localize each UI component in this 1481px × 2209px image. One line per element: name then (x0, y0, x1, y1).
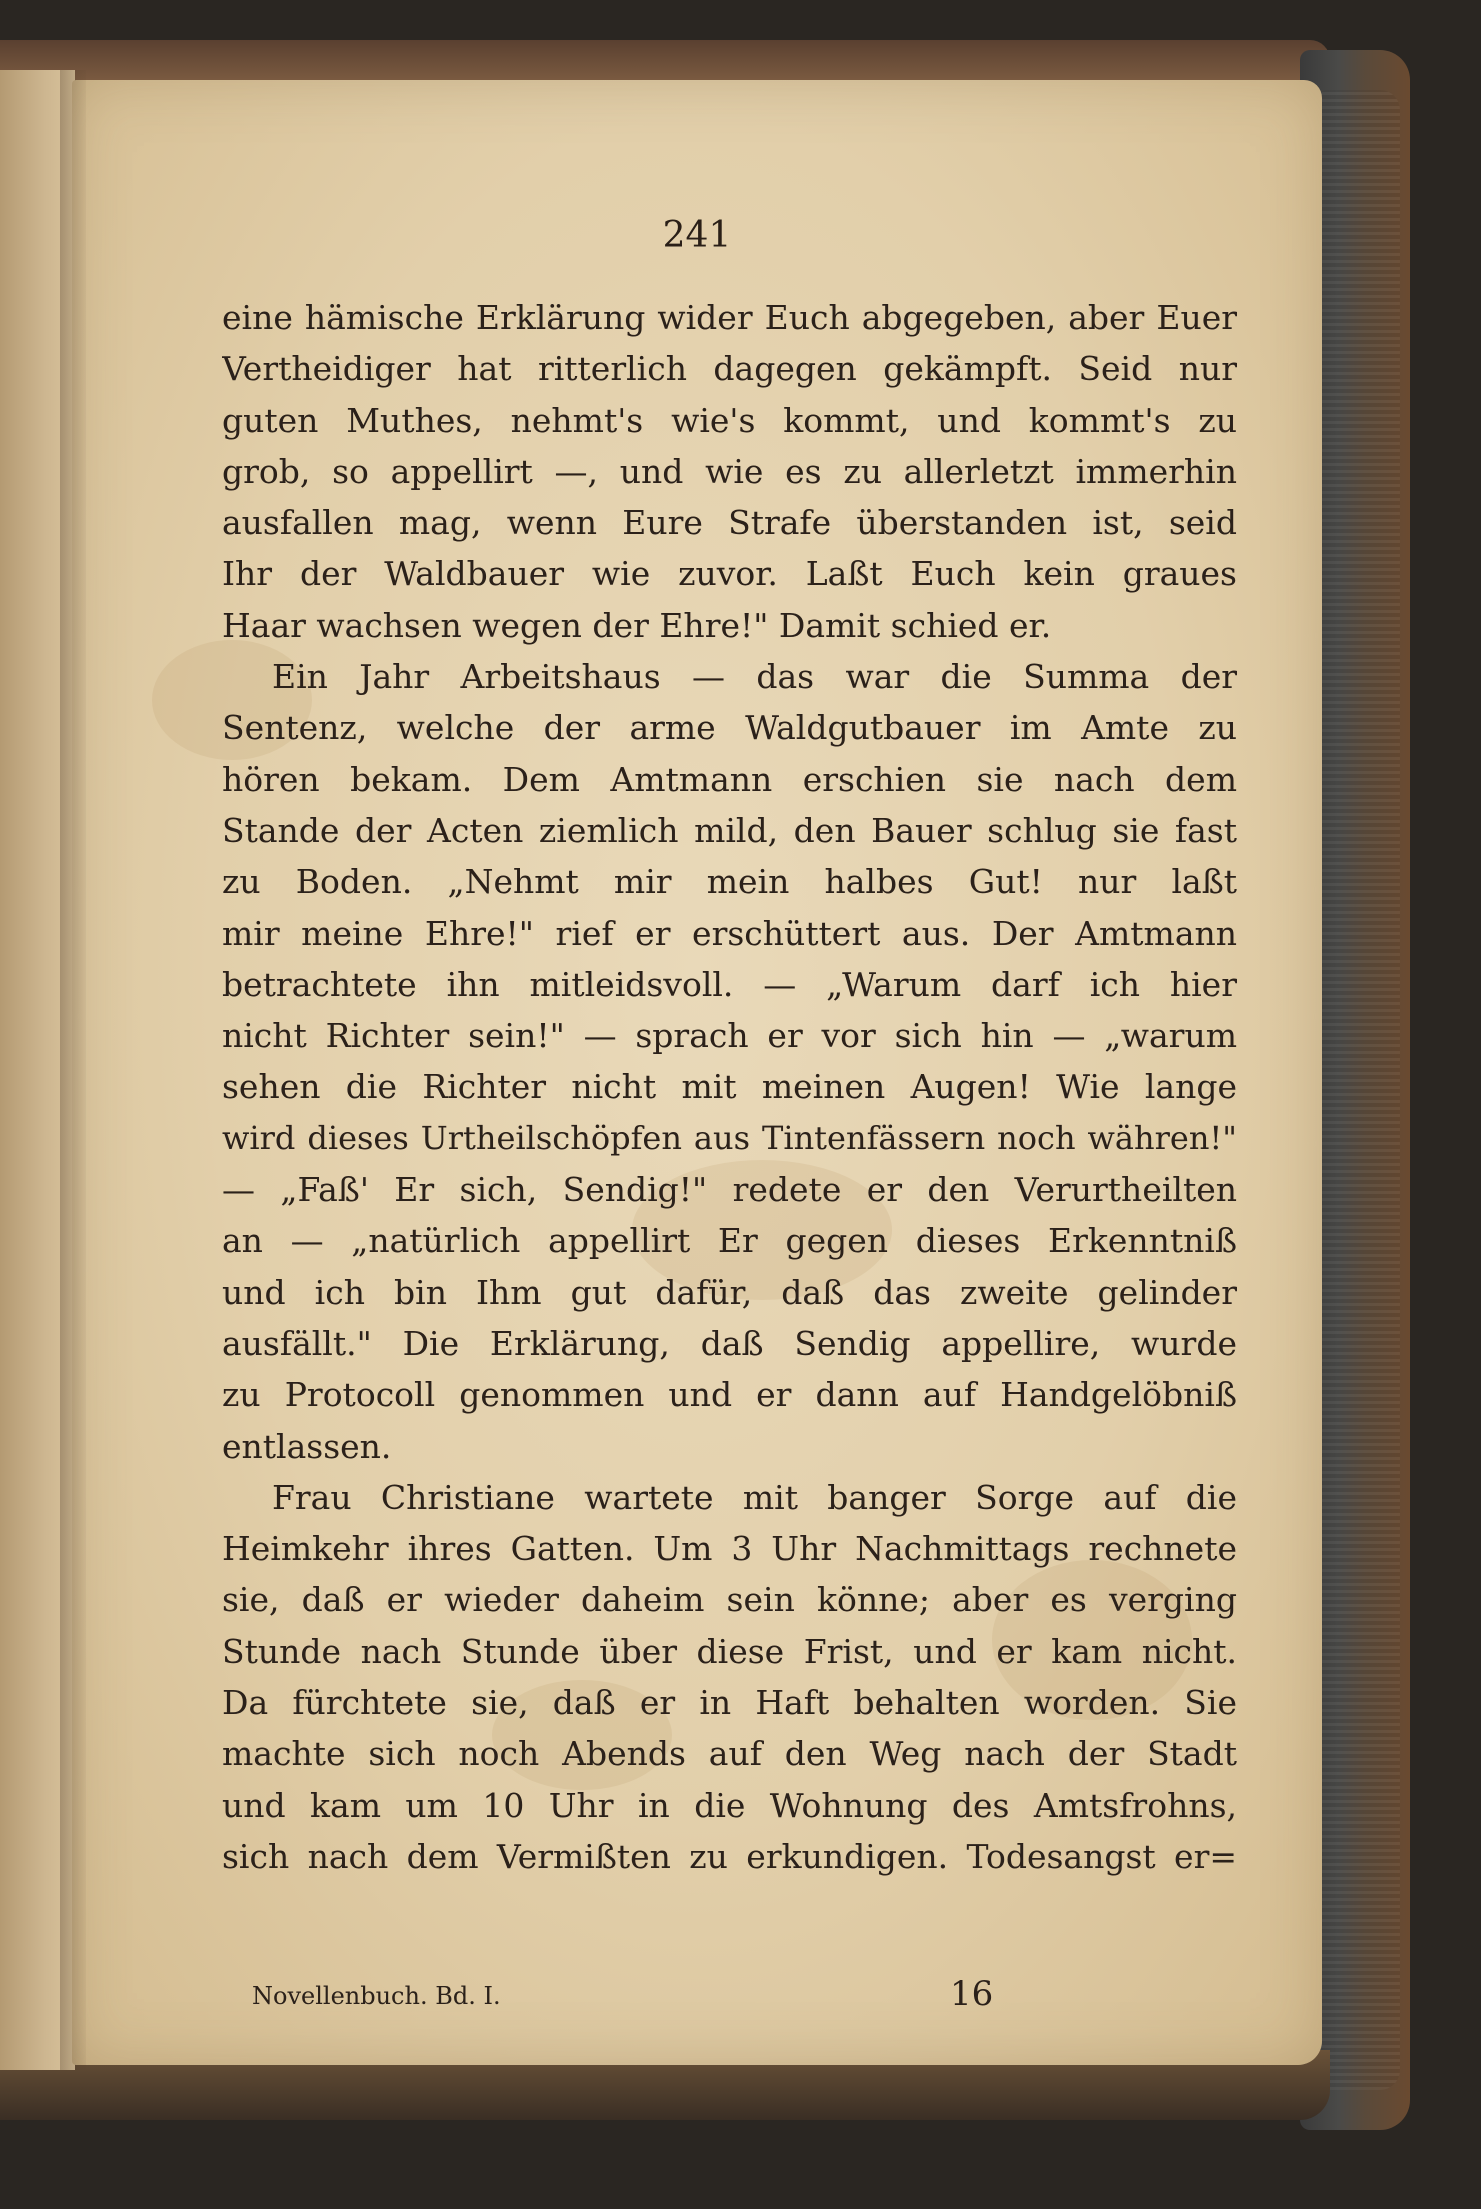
page-gutter-shadow (60, 70, 86, 2070)
text-line: mir meine Ehre!" rief er erschüttert aus. Der Amtmann (222, 913, 1237, 953)
text-line: Heimkehr ihres Gatten. Um 3 Uhr Nachmittags rechnete (222, 1529, 1237, 1569)
text-line: zu Boden. „Nehmt mir mein halbes Gut! nur laßt (222, 862, 1237, 902)
text-line: Ihr der Waldbauer wie zuvor. Laßt Euch kein graues (222, 554, 1237, 594)
text-line: sehen die Richter nicht mit meinen Augen! Wie lange (222, 1067, 1237, 1107)
text-line: Sentenz, welche der arme Waldgutbauer im Amte zu (222, 708, 1237, 748)
text-line: und kam um 10 Uhr in die Wohnung des Amtsfrohns, (222, 1785, 1237, 1825)
text-line: eine hämische Erklärung wider Euch abgegeben, aber Euer (222, 298, 1237, 337)
text-line: Haar wachsen wegen der Ehre!" Damit schied er. (222, 605, 1052, 645)
book-cover-top-edge (0, 40, 1330, 80)
body-text (222, 292, 1237, 1882)
text-line: Da fürchtete sie, daß er in Haft behalten worden. Sie (222, 1683, 1237, 1723)
text-line: guten Muthes, nehmt's wie's kommt, und kommt's zu (222, 400, 1237, 440)
text-line: an — „natürlich appellirt Er gegen dieses Erkenntniß (222, 1221, 1237, 1261)
text-line: Frau Christiane wartete mit banger Sorge auf die (272, 1477, 1237, 1517)
text-line: und ich bin Ihm gut dafür, daß das zweite gelinder (222, 1272, 1237, 1312)
page-number: 241 (662, 215, 732, 256)
text-line: hören bekam. Dem Amtmann erschien sie nach dem (222, 759, 1237, 799)
text-line: machte sich noch Abends auf den Weg nach der Stadt (222, 1734, 1237, 1774)
text-line: betrachtete ihn mitleidsvoll. — „Warum darf ich hier (222, 964, 1237, 1004)
text-line: Vertheidiger hat ritterlich dagegen gekämpft. Seid nur (222, 349, 1237, 389)
sheet-number: 16 (950, 1974, 994, 2014)
text-line: wird dieses Urtheilschöpfen aus Tintenfässern noch währen!" (222, 1118, 1237, 1157)
text-line: zu Protocoll genommen und er dann auf Handgelöbniß (222, 1375, 1237, 1415)
text-line: Stunde nach Stunde über diese Frist, und er kam nicht. (222, 1631, 1237, 1671)
text-line: sich nach dem Vermißten zu erkundigen. Todesangst er= (222, 1836, 1237, 1876)
text-line: entlassen. (222, 1426, 392, 1466)
signature-mark: Novellenbuch. Bd. I. (252, 1982, 501, 2010)
page-footer (222, 1974, 1237, 2024)
text-line: Ein Jahr Arbeitshaus — das war die Summa der (272, 657, 1237, 697)
text-line: sie, daß er wieder daheim sein könne; aber es verging (222, 1580, 1237, 1620)
book-page (72, 80, 1322, 2065)
text-line: ausfällt." Die Erklärung, daß Sendig appellire, wurde (222, 1323, 1237, 1363)
text-line: grob, so appellirt —, und wie es zu allerletzt immerhin (222, 451, 1237, 491)
text-line: — „Faß' Er sich, Sendig!" redete er den Verurtheilten (222, 1170, 1237, 1210)
text-line: Stande der Acten ziemlich mild, den Bauer schlug sie fast (222, 810, 1237, 850)
text-line: nicht Richter sein!" — sprach er vor sich hin — „warum (222, 1016, 1237, 1056)
text-line: ausfallen mag, wenn Eure Strafe überstanden ist, seid (222, 503, 1237, 543)
